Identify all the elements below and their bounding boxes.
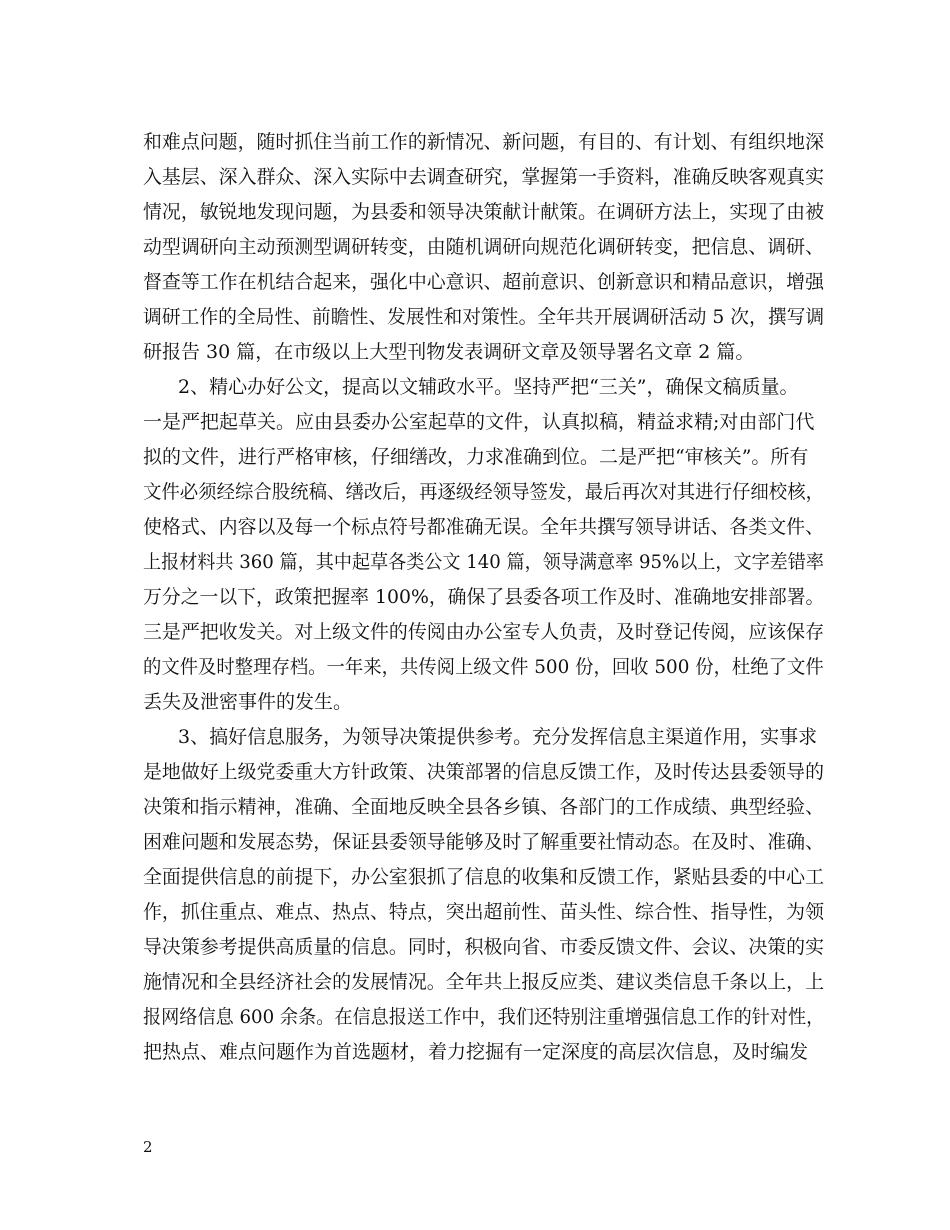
body-text-line: 三是严把收发关。对上级文件的传阅由办公室专人负责，及时登记传阅，应该保存 xyxy=(143,621,825,643)
body-text-line: 入基层、深入群众、深入实际中去调查研究，掌握第一手资料，准确反映客观真实 xyxy=(143,166,825,188)
paragraph-3-first-line: 3、搞好信息服务，为领导决策提供参考。充分发挥信息主渠道作用，实事求 xyxy=(178,726,818,748)
body-text-line: 一是严把起草关。应由县委办公室起草的文件，认真拟稿，精益求精;对由部门代 xyxy=(143,411,815,433)
body-text-line: 动型调研向主动预测型调研转变，由随机调研向规范化调研转变，把信息、调研、 xyxy=(143,236,825,258)
body-text-line: 使格式、内容以及每一个标点符号都准确无误。全年共撰写领导讲话、各类文件、 xyxy=(143,516,825,538)
body-text-line: 是地做好上级党委重大方针政策、决策部署的信息反馈工作，及时传达县委领导的 xyxy=(143,761,825,783)
body-text-line: 研报告 30 篇，在市级以上大型刊物发表调研文章及领导署名文章 2 篇。 xyxy=(143,341,755,363)
paragraph-2-first-line: 2、精心办好公文，提高以文辅政水平。坚持严把“三关”，确保文稿质量。 xyxy=(178,376,799,398)
body-text-line: 情况，敏锐地发现问题，为县委和领导决策献计献策。在调研方法上，实现了由被 xyxy=(143,201,825,223)
body-text-line: 全面提供信息的前提下，办公室狠抓了信息的收集和反馈工作，紧贴县委的中心工 xyxy=(143,866,825,888)
body-text-line: 调研工作的全局性、前瞻性、发展性和对策性。全年共开展调研活动 5 次，撰写调 xyxy=(143,306,825,328)
body-text-line: 困难问题和发展态势，保证县委领导能够及时了解重要社情动态。在及时、准确、 xyxy=(143,831,825,853)
body-text-line: 文件必须经综合股统稿、缮改后，再逐级经领导签发，最后再次对其进行仔细校核， xyxy=(143,481,825,503)
body-text-line: 拟的文件，进行严格审核，仔细缮改，力求准确到位。二是严把“审核关”。所有 xyxy=(143,446,809,468)
body-text-line: 施情况和全县经济社会的发展情况。全年共上报反应类、建议类信息千条以上，上 xyxy=(143,971,825,993)
body-text-line: 决策和指示精神，准确、全面地反映全县各乡镇、各部门的工作成绩、典型经验、 xyxy=(143,796,825,818)
body-text-line: 导决策参考提供高质量的信息。同时，积极向省、市委反馈文件、会议、决策的实 xyxy=(143,936,825,958)
body-text-line: 作，抓住重点、难点、热点、特点，突出超前性、苗头性、综合性、指导性，为领 xyxy=(143,901,825,923)
body-text-line: 把热点、难点问题作为首选题材，着力挖掘有一定深度的高层次信息，及时编发 xyxy=(143,1041,809,1063)
body-text-line: 丢失及泄密事件的发生。 xyxy=(143,691,353,713)
body-text-line: 报网络信息 600 余条。在信息报送工作中，我们还特别注重增强信息工作的针对性， xyxy=(143,1006,825,1028)
page-number: 2 xyxy=(143,1138,153,1156)
body-text-line: 万分之一以下，政策把握率 100%，确保了县委各项工作及时、准确地安排部署。 xyxy=(143,586,825,608)
body-text-line: 和难点问题，随时抓住当前工作的新情况、新问题，有目的、有计划、有组织地深 xyxy=(143,131,825,153)
body-text-line: 上报材料共 360 篇，其中起草各类公文 140 篇，领导满意率 95%以上，文字差错率 xyxy=(143,551,824,573)
body-text-line: 的文件及时整理存档。一年来，共传阅上级文件 500 份，回收 500 份，杜绝了文件 xyxy=(143,656,824,678)
body-text-line: 督查等工作在机结合起来，强化中心意识、超前意识、创新意识和精品意识，增强 xyxy=(143,271,825,293)
